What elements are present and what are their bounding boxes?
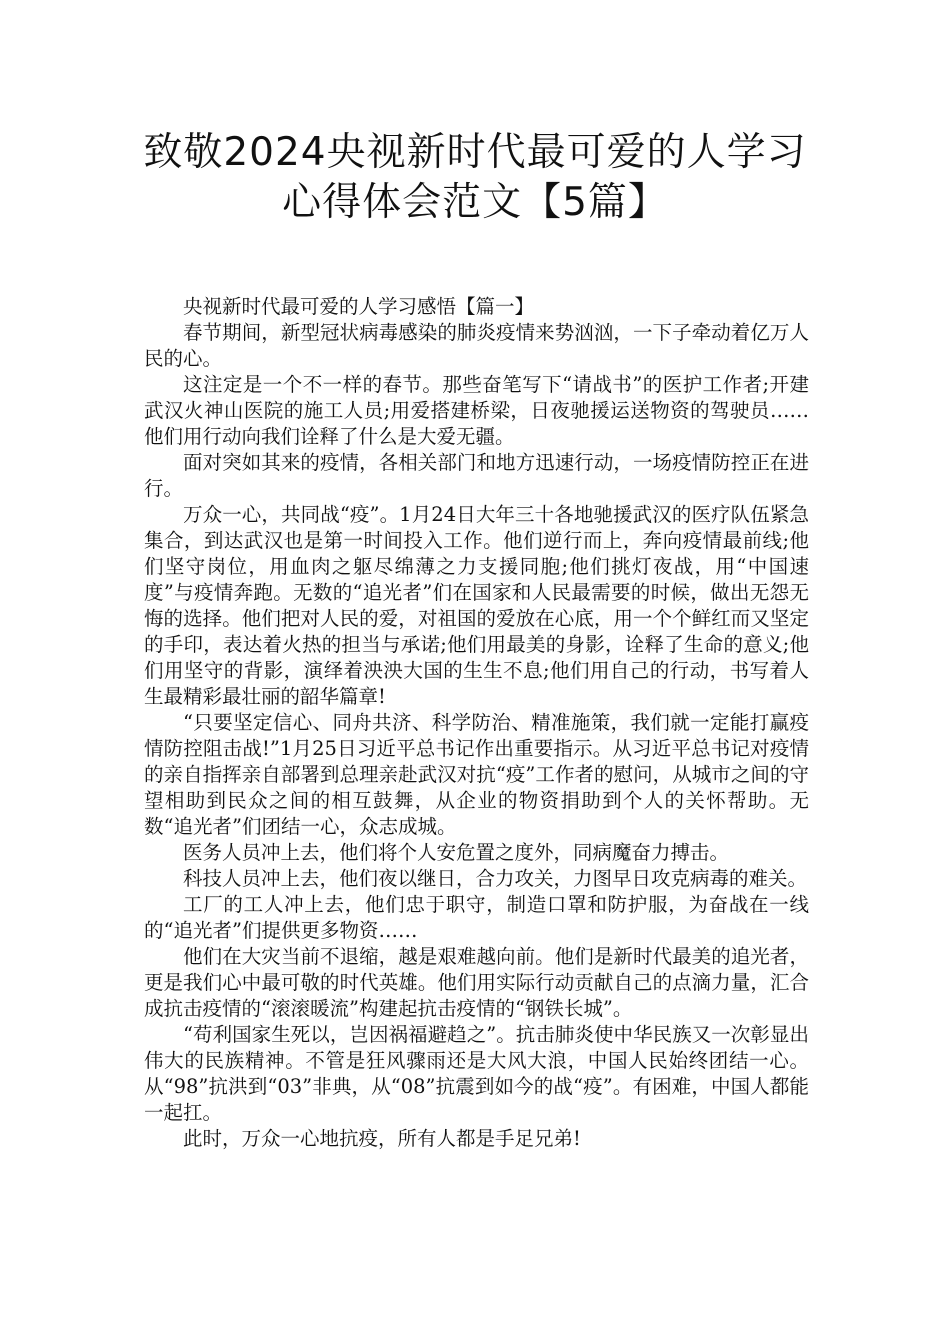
paragraph: 面对突如其来的疫情，各相关部门和地方迅速行动，一场疫情防控正在进行。	[144, 451, 809, 500]
paragraph: 医务人员冲上去，他们将个人安危置之度外，同病魔奋力搏击。	[183, 841, 730, 864]
document-body	[144, 294, 809, 1152]
paragraph: “苟利国家生死以，岂因祸福避趋之”。抗击肺炎使中华民族又一次彰显出伟大的民族精神。不管是狂风骤雨还是大风大浪，中国人民始终团结一心。从“98”抗洪到“03”非典，从“08”抗震到如今的战“疫”。有困难，中国人都能一起扛。	[144, 1023, 809, 1124]
paragraph: 科技人员冲上去，他们夜以继日，合力攻关，力图早日攻克病毒的难关。	[183, 867, 808, 890]
paragraph: 万众一心，共同战“疫”。1月24日大年三十各地驰援武汉的医疗队伍紧急集合，到达武汉也是第一时间投入工作。他们逆行而上，奔向疫情最前线;他们坚守岗位，用血肉之躯尽绵薄之力支援同胞;他们挑灯夜战，用“中国速度”与疫情奔跑。无数的“追光者”们在国家和人民最需要的时候，做出无怨无悔的选择。他们把对人民的爱，对祖国的爱放在心底，用一个个鲜红而又坚定的手印，表达着火热的担当与承诺;他们用最美的身影，诠释了生命的意义;他们用坚守的背影，演绎着泱泱大国的生生不息;他们用自己的行动，书写着人生最精彩最壮丽的韶华篇章!	[144, 503, 809, 708]
section-heading: 央视新时代最可爱的人学习感悟【篇一】	[183, 295, 535, 318]
paragraph: “只要坚定信心、同舟共济、科学防治、精准施策，我们就一定能打赢疫情防控阻击战!”1月25日习近平总书记作出重要指示。从习近平总书记对疫情的亲自指挥亲自部署到总理亲赴武汉对抗“疫”工作者的慰问，从城市之间的守望相助到民众之间的相互鼓舞，从企业的物资捐助到个人的关怀帮助。无数“追光者”们团结一心，众志成城。	[144, 711, 809, 838]
title-line-1: 致敬2024央视新时代最可爱的人学习	[143, 130, 807, 175]
title-line-2: 心得体会范文【5篇】	[282, 180, 668, 225]
paragraph: 这注定是一个不一样的春节。那些奋笔写下“请战书”的医护工作者;开建武汉火神山医院的施工人员;用爱搭建桥梁，日夜驰援运送物资的驾驶员……他们用行动向我们诠释了什么是大爱无疆。	[144, 373, 809, 448]
paragraph: 他们在大灾当前不退缩，越是艰难越向前。他们是新时代最美的追光者，更是我们心中最可敬的时代英雄。他们用实际行动贡献自己的点滴力量，汇合成抗击疫情的“滚滚暖流”构建起抗击疫情的“钢铁长城”。	[144, 945, 809, 1020]
paragraph: 工厂的工人冲上去，他们忠于职守，制造口罩和防护服，为奋战在一线的“追光者”们提供更多物资……	[144, 893, 809, 942]
paragraph: 春节期间，新型冠状病毒感染的肺炎疫情来势汹汹，一下子牵动着亿万人民的心。	[144, 321, 809, 370]
paragraph: 此时，万众一心地抗疫，所有人都是手足兄弟!	[183, 1127, 581, 1150]
document-title	[120, 128, 830, 228]
